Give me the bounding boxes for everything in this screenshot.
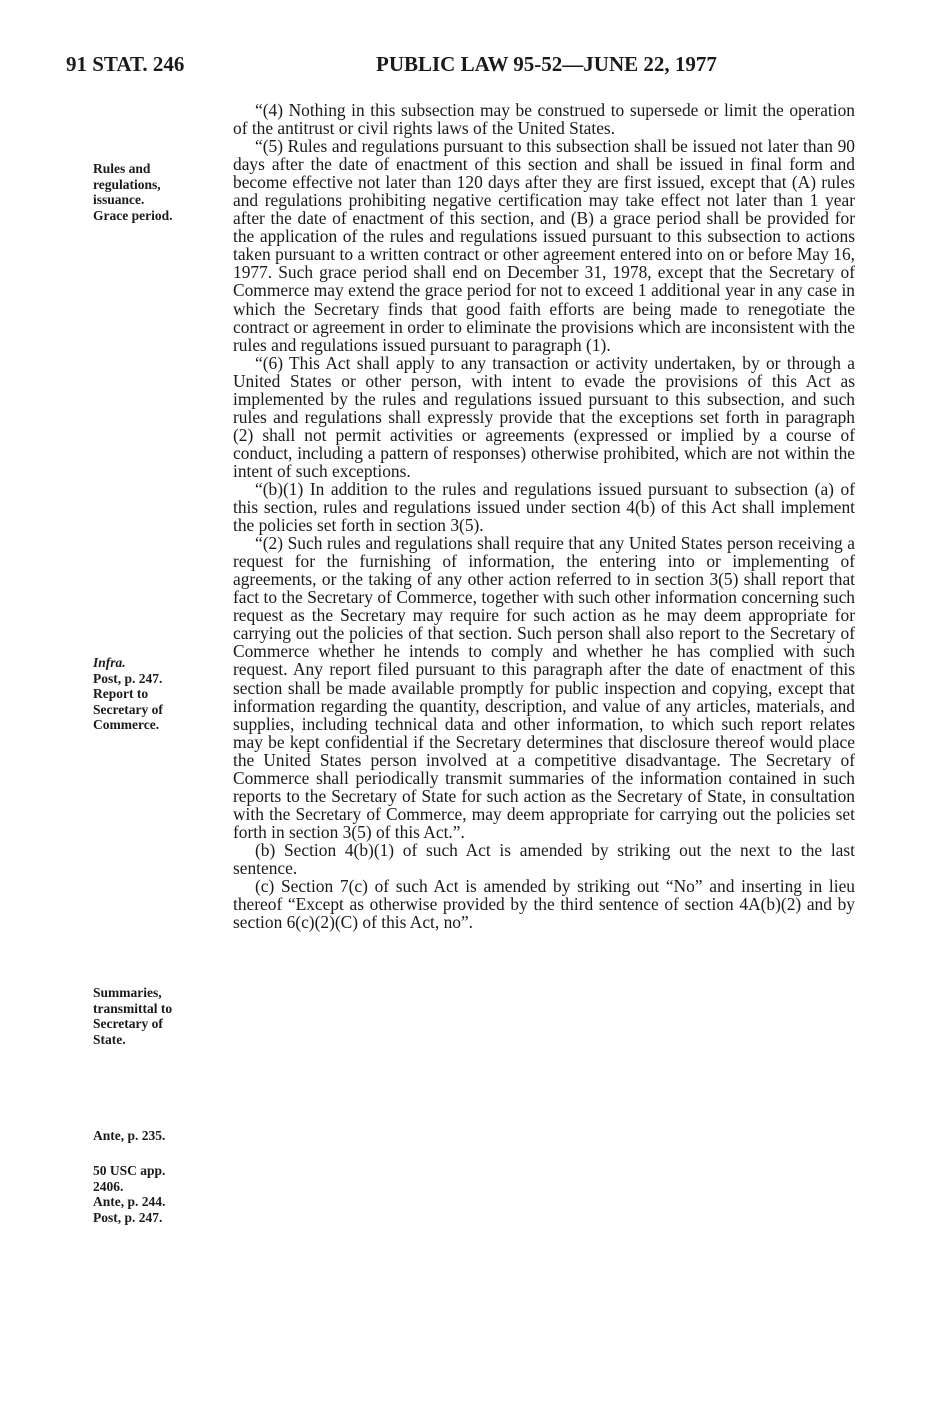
law-text-body: [233, 101, 855, 931]
paragraph-subsection-6: “(6) This Act shall apply to any transaction or activity undertaken, by or through a United States or other person, with intent to evade the provisions of this Act as implemented by the rules and regulations issued pursuant to this subsection, and such rules and regulations shall expressly provide that the exceptions set forth in paragraph (2) shall not permit activities or agreements (expressed or implied by a course of conduct, including a pattern of responses) otherwise prohibited, which are not within the intent of such exceptions.: [233, 352, 855, 481]
margin-note-line: Infra.: [93, 655, 126, 670]
margin-note-line: Secretary of: [93, 1016, 163, 1031]
margin-note-rules-issuance: [93, 161, 233, 223]
margin-note-ante-235: [93, 1128, 233, 1144]
margin-note-line: regulations,: [93, 176, 161, 192]
page-header: [0, 52, 940, 82]
margin-note-line: Post, p. 247.: [93, 1209, 163, 1225]
margin-note-line: Grace period.: [93, 207, 173, 223]
margin-note-summaries: [93, 985, 233, 1047]
margin-note-usc: [93, 1163, 233, 1225]
margin-note-line: Report to: [93, 686, 149, 701]
paragraph-b2: “(2) Such rules and regulations shall require that any United States person receiving a request for the furnishing of information, the entering into or implementing of agreements, or the taking of any other action referred to in section 3(5) shall report that fact to the Secretary of Commerce, together with such other information concerning such request as the Secretary may require for such action as he may deem appropriate for carrying out the policies of that section. Such person shall also report to the Secretary of Commerce whether he intends to comply and whether he has complied with such request. Any report filed pursuant to this paragraph after the date of enactment of this section shall be made available promptly for public inspection and copying, except that information regarding the quantity, description, and value of any articles, materials, and supplies, including technical data and other information, to which such report relates may be kept confidential if the Secretary determines that disclosure thereof would place the United States person involved at a competitive disadvantage. The Secretary of Commerce shall periodically transmit summaries of the information contained in such reports to the Secretary of State for such action as the Secretary of State, in consultation with the Secretary of Commerce, may deem appropriate for carrying out the policies set forth in section 3(5) of this Act.”.: [233, 533, 855, 842]
margin-note-line: transmittal to: [93, 1000, 173, 1016]
margin-note-line: State.: [93, 1031, 126, 1047]
paragraph-subsection-5: “(5) Rules and regulations pursuant to this subsection shall be issued not later than 90 days after the date of enactment of this section and shall be issued in final form and become effective not later than 120 days after they are first issued, except that (A) rules and regulations prohibiting negative certification may take effect not later than 1 year after the date of enactment of this section, and (B) a grace period shall be provided for the application of the rules and regulations issued pursuant to this subsection to actions taken pursuant to a written contract or other agreement entered into on or before May 16, 1977. Such grace period shall end on December 31, 1978, except that the Secretary of Commerce may extend the grace period for not to exceed 1 additional year in any case in which the Secretary finds that good faith efforts are being made to renegotiate the contract or agreement in order to eliminate the provisions which are inconsistent with the rules and regulations issued pursuant to paragraph (1).: [233, 136, 855, 355]
margin-note-line: 50 USC app.: [93, 1163, 166, 1178]
page-title: PUBLIC LAW 95-52—JUNE 22, 1977: [376, 52, 717, 76]
margin-note-line: Commerce.: [93, 717, 160, 732]
margin-note-line: Ante, p. 244.: [93, 1194, 166, 1209]
margin-note-line: Secretary of: [93, 701, 163, 717]
margin-note-line: Rules and: [93, 161, 151, 176]
margin-note-line: 2406.: [93, 1178, 124, 1194]
margin-note-line: Summaries,: [93, 985, 162, 1000]
paragraph-amendment-b: (b) Section 4(b)(1) of such Act is amended by striking out the next to the last sentence.: [233, 839, 855, 878]
statute-reference: 91 STAT. 246: [66, 52, 185, 76]
paragraph-b1: “(b)(1) In addition to the rules and regulations issued pursuant to subsection (a) of this section, rules and regulations issued under section 4(b) of this Act shall implement the policies set forth in section 3(5).: [233, 478, 855, 536]
paragraph-subsection-4: “(4) Nothing in this subsection may be construed to supersede or limit the operation of the antitrust or civil rights laws of the United States.: [233, 100, 855, 139]
margin-note-line: Post, p. 247.: [93, 670, 163, 686]
paragraph-amendment-c: (c) Section 7(c) of such Act is amended by striking out “No” and inserting in lieu thereof “Except as otherwise provided by the third sentence of section 4A(b)(2) and by section 6(c)(2)(C) of this Act, no”.: [233, 876, 855, 933]
margin-note-line: issuance.: [93, 192, 145, 207]
margin-note-line: Ante, p. 235.: [93, 1128, 166, 1143]
margin-note-report: [93, 655, 233, 733]
